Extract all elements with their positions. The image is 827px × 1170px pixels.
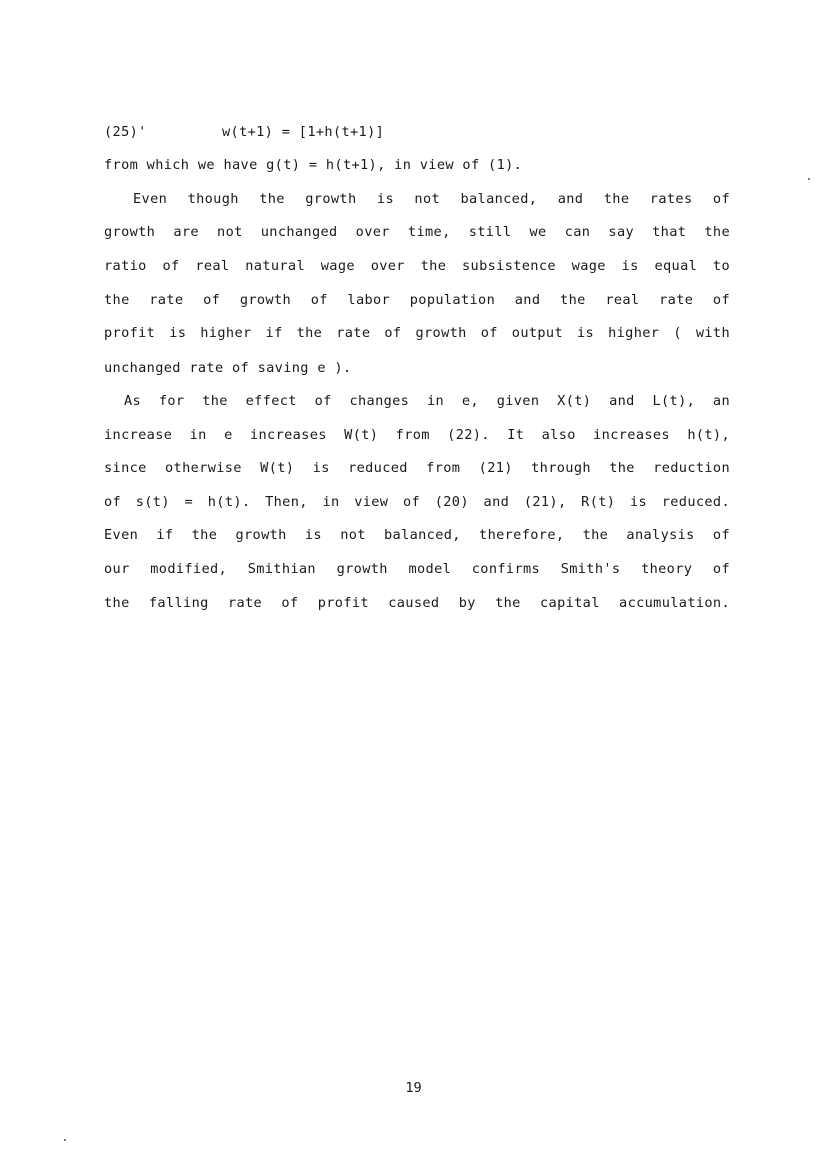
scan-speck <box>808 178 810 180</box>
paragraph-2-line-5: Even if the growth is not balanced, therefore, the analysis of <box>104 527 730 543</box>
paragraph-2-line-7: the falling rate of profit caused by the capital accumulation. <box>104 595 730 611</box>
scan-speck <box>64 1139 66 1141</box>
page-number: 19 <box>405 1080 422 1096</box>
paragraph-1-line-5: profit is higher if the rate of growth of output is higher ( with <box>104 325 730 341</box>
paragraph-2-line-2: increase in e increases W(t) from (22). It also increases h(t), <box>104 427 730 443</box>
paragraph-2-line-3: since otherwise W(t) is reduced from (21) through the reduction <box>104 460 730 476</box>
text-line-1: from which we have g(t) = h(t+1), in view of (1). <box>104 157 523 173</box>
equation-number: (25)' <box>104 124 147 140</box>
equation-body: w(t+1) = [1+h(t+1)] <box>222 124 385 140</box>
paragraph-2-line-4: of s(t) = h(t). Then, in view of (20) and (21), R(t) is reduced. <box>104 494 730 510</box>
paragraph-1-line-4: the rate of growth of labor population and the real rate of <box>104 292 730 308</box>
paragraph-1-line-6: unchanged rate of saving e ). <box>104 360 352 376</box>
paragraph-2-line-6: our modified, Smithian growth model confirms Smith's theory of <box>104 561 730 577</box>
paragraph-1-line-3: ratio of real natural wage over the subsistence wage is equal to <box>104 258 730 274</box>
paragraph-2-line-1: As for the effect of changes in e, given X(t) and L(t), an <box>124 393 730 409</box>
paragraph-1-line-2: growth are not unchanged over time, still we can say that the <box>104 224 730 240</box>
paragraph-1-line-1: Even though the growth is not balanced, and the rates of <box>133 191 730 207</box>
